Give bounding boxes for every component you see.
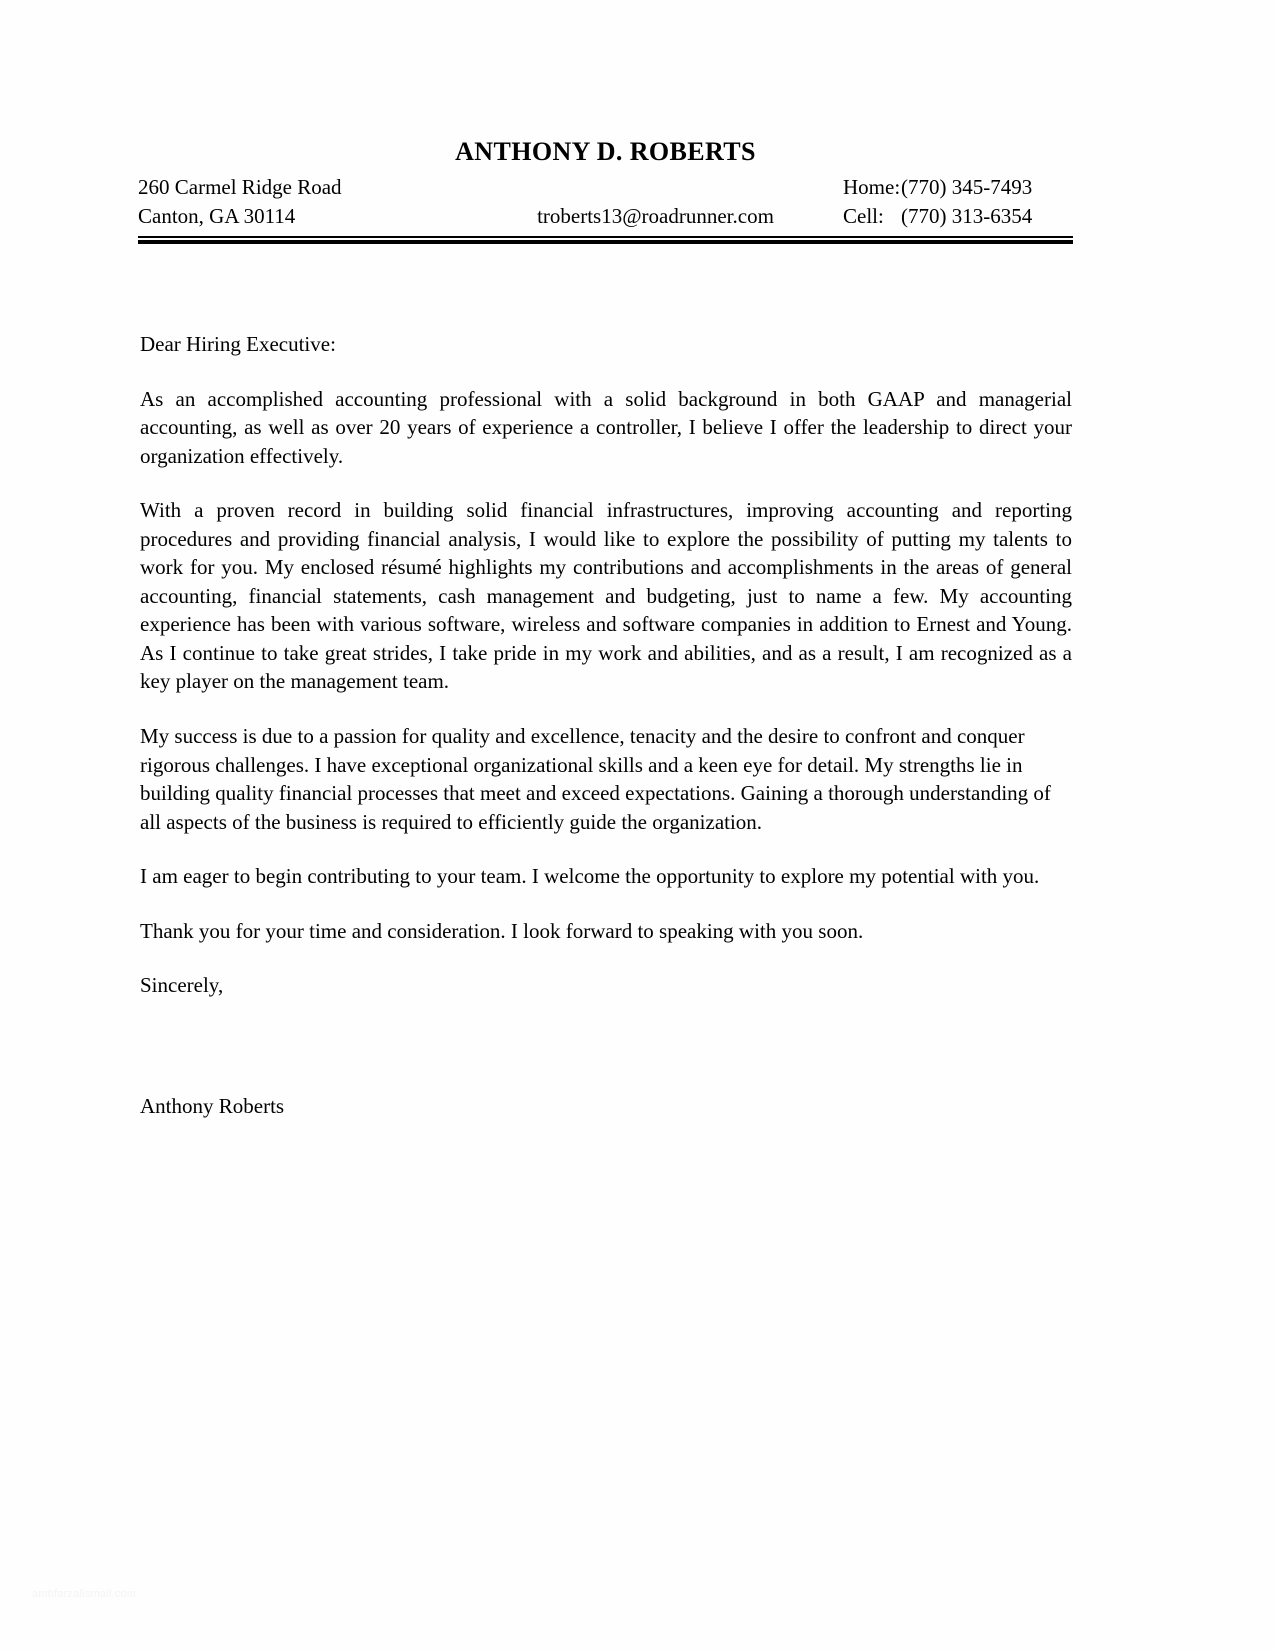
- letterhead: [138, 138, 1073, 244]
- email-address[interactable]: troberts13@roadrunner.com: [537, 204, 774, 229]
- signature-space: [140, 1026, 1072, 1092]
- paragraph-1: As an accomplished accounting professional with a solid background in both GAAP and managerial accounting, as well as over 20 years of experience a controller, I believe I offer the leadership to direct your organization effectively.: [140, 386, 1072, 468]
- paragraph-4: I am eager to begin contributing to your team. I welcome the opportunity to explore my potential with you.: [140, 864, 1040, 889]
- cell-phone-group: [843, 202, 1073, 232]
- home-phone-value: (770) 345-7493: [901, 174, 1033, 199]
- letterhead-row-1: [138, 173, 1073, 203]
- paragraph-2: With a proven record in building solid financial infrastructures, improving accounting and reporting procedures and providing financial analysis, I would like to explore the possibility of putting my talents to work for you. My enclosed résumé highlights my contributions and accomplishments in the areas of general accounting, financial statements, cash management and budgeting, just to name a few. My accounting experience has been with various software, wireless and software companies in addition to Ernest and Young. As I continue to take great strides, I take pride in my work and abilities, and as a result, I am recognized as a key player on the management team.: [140, 498, 1072, 694]
- paragraph-3: My success is due to a passion for quality and excellence, tenacity and the desire to confront and conquer rigorous challenges. I have exceptional organizational skills and a keen eye for detail. My strengths lie in building quality financial processes that meet and exceed expectations. Gaining a thorough understanding of all aspects of the business is required to efficiently guide the organization.: [140, 724, 1051, 834]
- letter-body: [140, 330, 1072, 1120]
- signature-name: Anthony Roberts: [140, 1093, 285, 1118]
- home-phone-group: [843, 173, 1073, 203]
- paragraph-5: Thank you for your time and consideration. I look forward to speaking with you soon.: [140, 918, 864, 943]
- letterhead-rule-thin: [138, 236, 1073, 238]
- salutation: Dear Hiring Executive:: [140, 332, 336, 356]
- address-line-1: 260 Carmel Ridge Road: [138, 174, 342, 199]
- address-line-2: Canton, GA 30114: [138, 204, 296, 229]
- cell-phone-value: (770) 313-6354: [901, 204, 1033, 229]
- letterhead-name: ANTHONY D. ROBERTS: [455, 137, 756, 166]
- home-phone-label: Home:: [843, 174, 901, 199]
- letterhead-row-2: [138, 202, 1073, 232]
- cell-phone-label: Cell:: [843, 204, 884, 229]
- letterhead-rule-thick: [138, 240, 1073, 244]
- watermark-text: ambfarzalismail.com: [32, 1588, 137, 1600]
- closing-salutation: Sincerely,: [140, 973, 224, 998]
